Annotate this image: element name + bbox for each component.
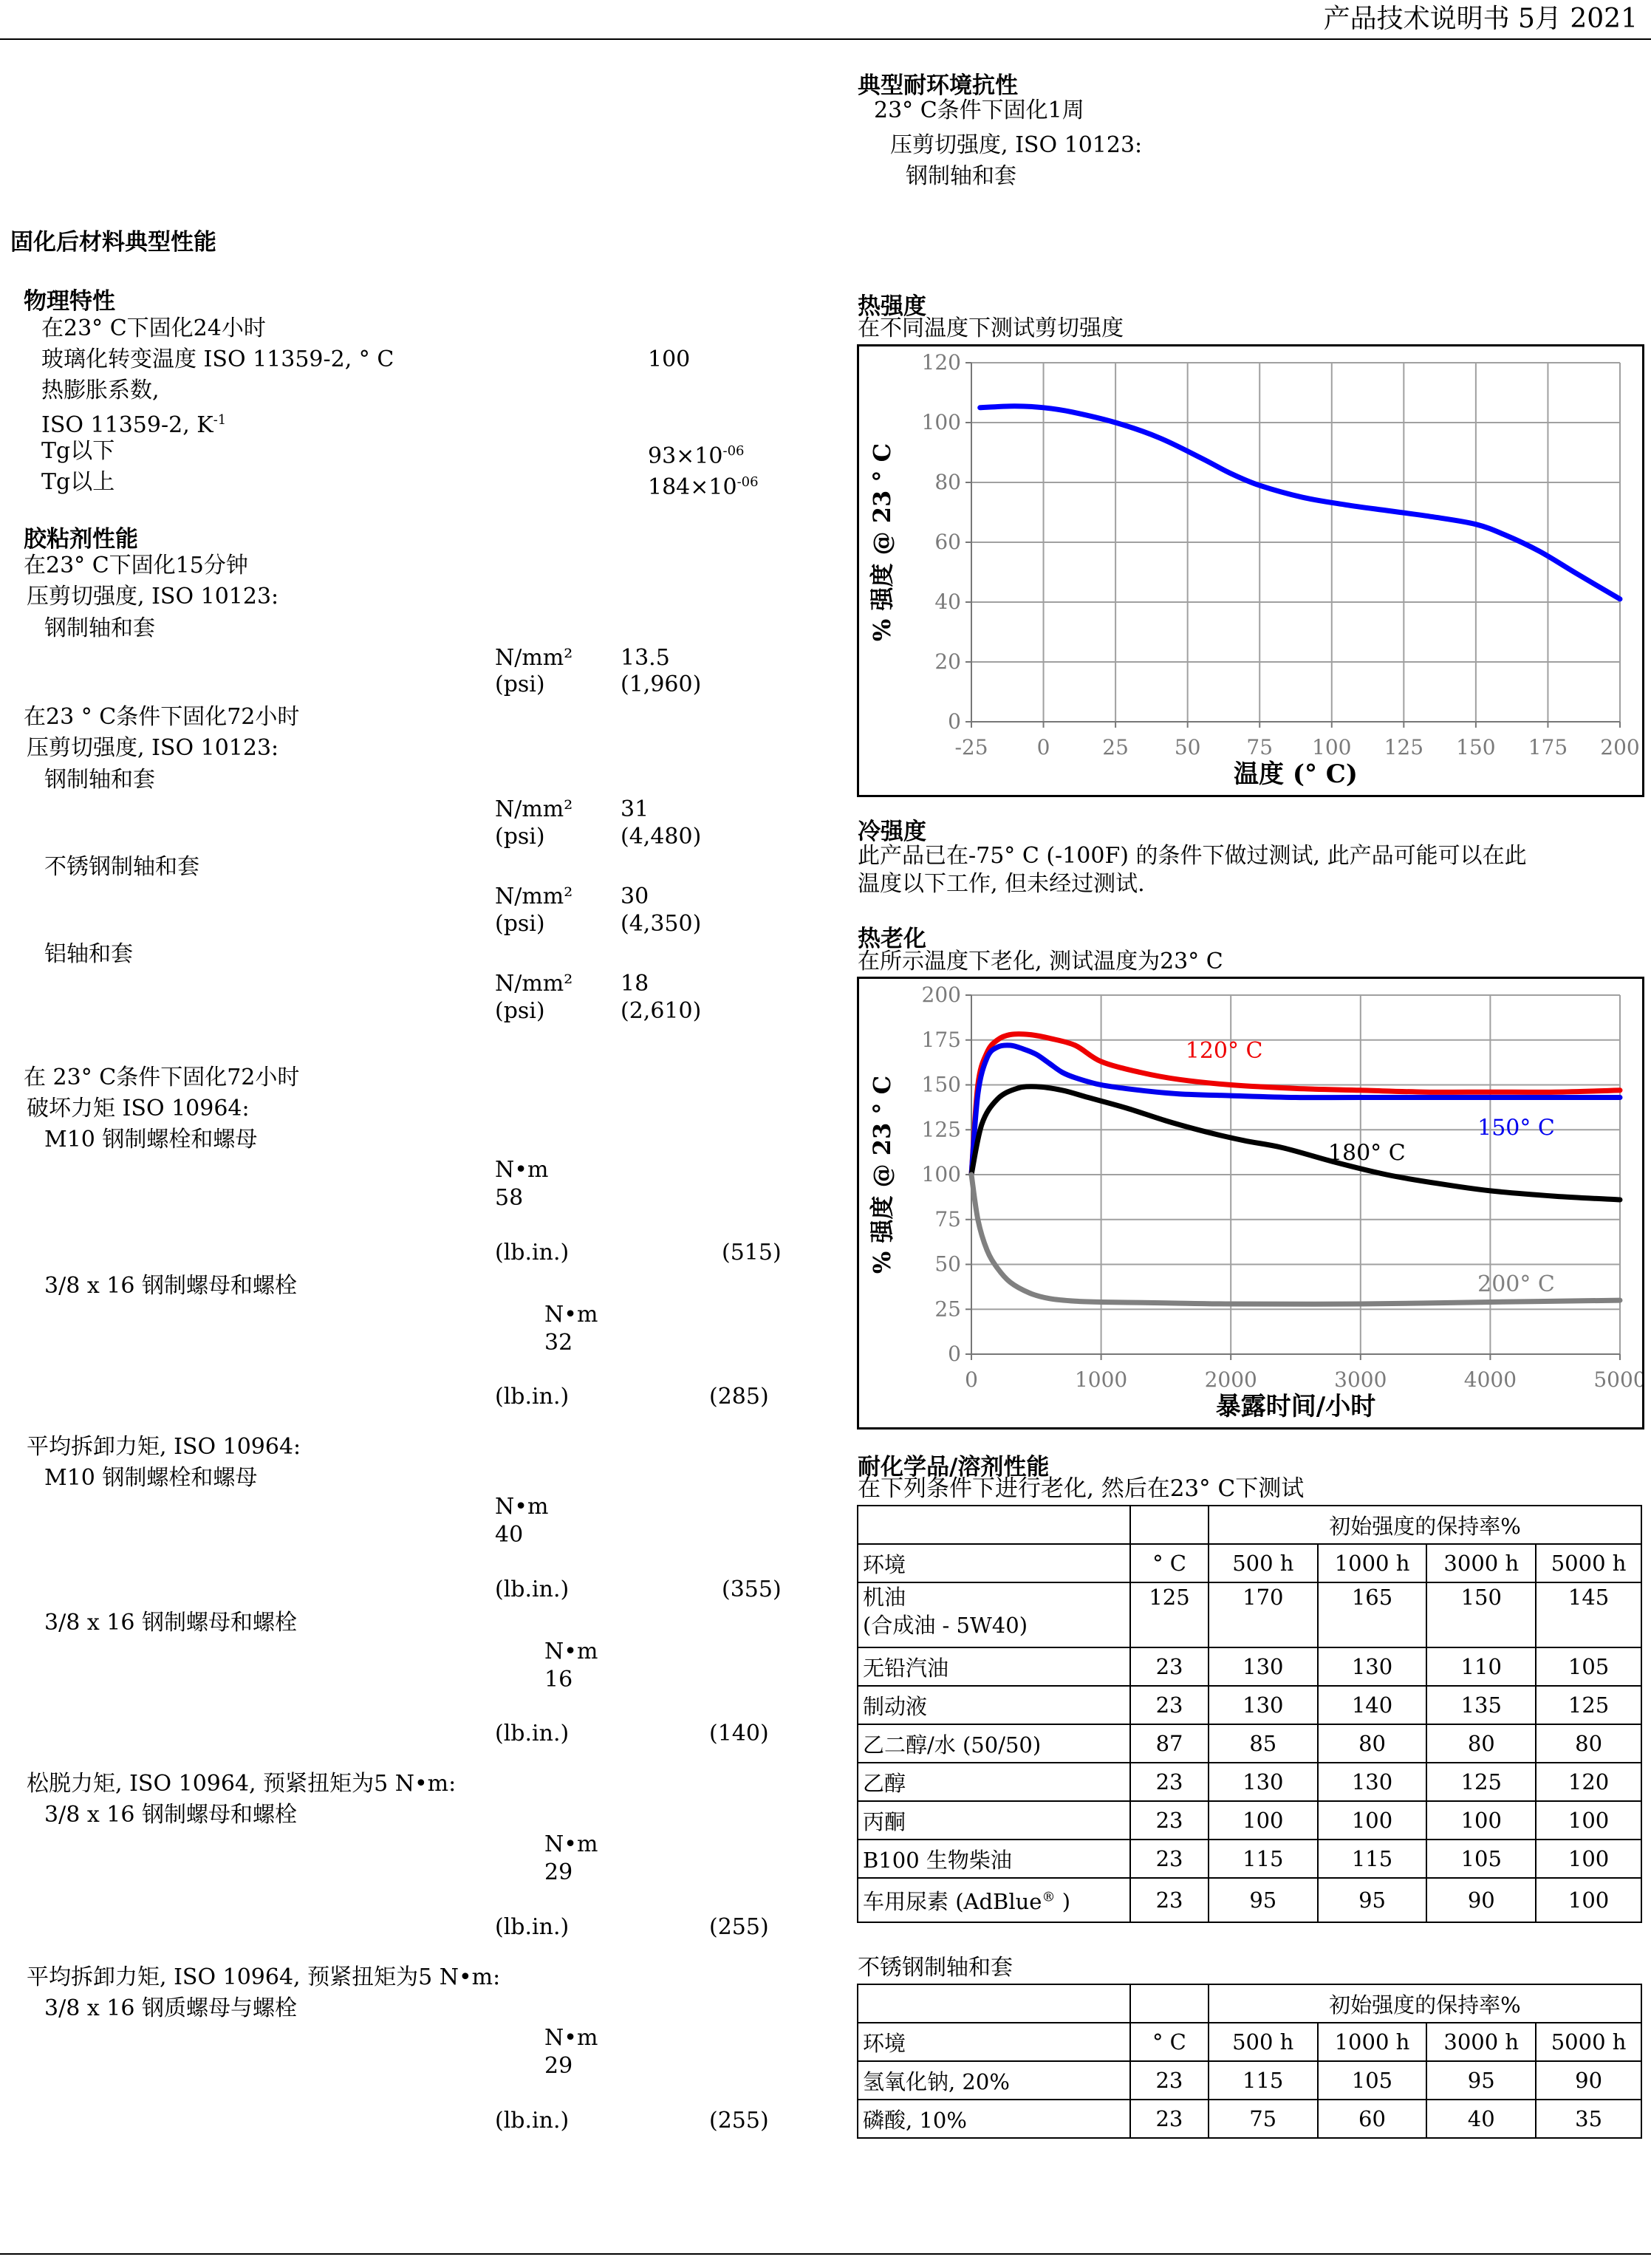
unit-lbin-9: (lb.in.) xyxy=(495,1914,570,1940)
value-cell: 170 xyxy=(1209,1582,1318,1647)
unit-lbin-7: (lb.in.) xyxy=(495,1577,570,1602)
value-nm-10: 29 xyxy=(544,2053,573,2079)
y-tick-label: 80 xyxy=(934,470,961,494)
cte-above-label: Tg以上 xyxy=(41,469,115,495)
cured-properties-heading: 固化后材料典型性能 xyxy=(10,229,216,256)
value-cell: 115 xyxy=(1209,2061,1318,2100)
value-cell: 130 xyxy=(1209,1647,1318,1686)
adhesive-aluminum: 铝轴和套 xyxy=(44,941,133,967)
value-cell: 60 xyxy=(1318,2100,1427,2138)
adhesive-shear-1: 压剪切强度, ISO 10123: xyxy=(27,584,279,609)
y-axis-title: % 强度 @ 23 ° C xyxy=(868,1075,896,1274)
adhesive-cure-15: 在23° C下固化15分钟 xyxy=(24,553,248,578)
temp-cell: 23 xyxy=(1130,1686,1209,1724)
value-psi-3: (4,350) xyxy=(621,911,702,937)
value-cell: 140 xyxy=(1318,1686,1427,1724)
env-resistance-cure: 23° C条件下固化1周 xyxy=(874,98,1084,123)
value-psi-2: (4,480) xyxy=(621,824,702,850)
unit-nm-5: N•m xyxy=(495,1157,549,1183)
value-lbin-8: (140) xyxy=(709,1721,769,1746)
value-lbin-5: (515) xyxy=(722,1240,782,1265)
cold-strength-heading: 冷强度 xyxy=(858,819,926,845)
value-lbin-9: (255) xyxy=(709,1914,769,1940)
value-nmm-2: 31 xyxy=(621,796,649,822)
x-axis-title: 暴露时间/小时 xyxy=(1215,1392,1376,1421)
x-tick-label: 3000 xyxy=(1334,1367,1387,1392)
chemical-heading: 耐化学品/溶剂性能 xyxy=(858,1454,1050,1480)
series-line xyxy=(971,1087,1620,1200)
table-row xyxy=(858,1801,1641,1840)
chemical-table-blank xyxy=(858,1506,1130,1544)
value-cell: 95 xyxy=(1318,1878,1427,1922)
header-5000h: 5000 h xyxy=(1536,2023,1641,2061)
unit-nmm-4: N/mm² xyxy=(495,971,573,997)
series-line xyxy=(980,406,1620,599)
y-tick-label: 50 xyxy=(934,1251,961,1277)
value-nm-9: 29 xyxy=(544,1859,573,1885)
value-cell: 110 xyxy=(1426,1647,1536,1686)
tg-label: 玻璃化转变温度 ISO 11359-2, ° C xyxy=(41,346,394,372)
env-cell: 制动液 xyxy=(858,1686,1130,1724)
value-cell: 125 xyxy=(1426,1763,1536,1801)
temp-cell: 87 xyxy=(1130,1724,1209,1763)
env-cell: 车用尿素 (AdBlue® ) xyxy=(858,1878,1130,1922)
value-lbin-10: (255) xyxy=(709,2108,769,2134)
x-tick-label: 0 xyxy=(1036,735,1050,759)
y-tick-label: 25 xyxy=(934,1297,961,1322)
env-resistance-steel: 钢制轴和套 xyxy=(906,163,1016,189)
series-line xyxy=(971,1045,1620,1175)
bolt38-label-4: 3/8 x 16 钢质螺母与螺栓 xyxy=(44,1995,297,2021)
chemical-table-blank xyxy=(1130,1506,1209,1544)
x-tick-label: -25 xyxy=(954,735,988,759)
value-cell: 80 xyxy=(1536,1724,1641,1763)
header-5000h: 5000 h xyxy=(1536,1544,1641,1582)
unit-nm-7: N•m xyxy=(495,1494,549,1520)
cold-strength-line2: 温度以下工作, 但未经过测试. xyxy=(858,871,1145,897)
header-rule xyxy=(0,38,1651,40)
y-tick-label: 0 xyxy=(948,1342,961,1366)
x-axis-title: 温度 (° C) xyxy=(1234,759,1358,789)
x-tick-label: 150 xyxy=(1456,735,1496,759)
temp-cell: 23 xyxy=(1130,1647,1209,1686)
heat-aging-subtitle: 在所示温度下老化, 测试温度为23° C xyxy=(858,949,1223,974)
cte-below-value: $93\times 10^{-06}$ xyxy=(648,443,745,469)
header-temp: ° C xyxy=(1130,2023,1209,2061)
env-resistance-heading: 典型耐环境抗性 xyxy=(858,72,1018,99)
table-row xyxy=(858,1647,1641,1686)
env-cell: 丙酮 xyxy=(858,1801,1130,1840)
x-tick-label: 75 xyxy=(1246,735,1274,759)
value-cell: 80 xyxy=(1426,1724,1536,1763)
bolt38-label-1: 3/8 x 16 钢制螺母和螺栓 xyxy=(44,1273,297,1299)
adhesive-steel-2: 钢制轴和套 xyxy=(44,767,155,793)
physical-heading: 物理特性 xyxy=(24,288,115,315)
table-row xyxy=(858,1582,1641,1647)
temp-cell: 23 xyxy=(1130,1801,1209,1840)
value-cell: 135 xyxy=(1426,1686,1536,1724)
value-cell: 145 xyxy=(1536,1582,1641,1647)
temp-cell: 23 xyxy=(1130,1878,1209,1922)
value-nmm-3: 30 xyxy=(621,884,649,909)
header-3000h: 3000 h xyxy=(1426,2023,1536,2061)
y-tick-label: 120 xyxy=(921,350,961,375)
value-cell: 115 xyxy=(1318,1840,1427,1878)
heat-aging-heading: 热老化 xyxy=(858,926,926,952)
value-cell: 120 xyxy=(1536,1763,1641,1801)
value-nmm-4: 18 xyxy=(621,971,649,997)
x-tick-label: 50 xyxy=(1174,735,1201,759)
hot-strength-heading: 热强度 xyxy=(858,293,926,320)
unit-lbin-10: (lb.in.) xyxy=(495,2108,570,2134)
x-tick-label: 4000 xyxy=(1463,1367,1517,1392)
unit-lbin-8: (lb.in.) xyxy=(495,1721,570,1746)
value-nm-6: 32 xyxy=(544,1330,573,1356)
stainless-table-blank xyxy=(1130,1984,1209,2023)
value-cell: 125 xyxy=(1536,1686,1641,1724)
value-cell: 90 xyxy=(1536,2061,1641,2100)
prevailing-label: 平均拆卸力矩, ISO 10964: xyxy=(27,1434,301,1460)
unit-nmm-2: N/mm² xyxy=(495,796,573,822)
value-cell: 105 xyxy=(1536,1647,1641,1686)
breakaway-label: 破坏力矩 ISO 10964: xyxy=(27,1096,250,1121)
bolt38-label-3: 3/8 x 16 钢制螺母和螺栓 xyxy=(44,1802,297,1828)
temp-cell: 23 xyxy=(1130,2061,1209,2100)
value-nm-5: 58 xyxy=(495,1185,524,1211)
env-cell: 乙醇 xyxy=(858,1763,1130,1801)
value-cell: 115 xyxy=(1209,1840,1318,1878)
hot-strength-chart-frame xyxy=(857,344,1644,797)
value-cell: 105 xyxy=(1426,1840,1536,1878)
unit-nm-10: N•m xyxy=(544,2025,598,2051)
hot-strength-chart xyxy=(859,346,1642,795)
cte-above-value: $184\times 10^{-06}$ xyxy=(648,474,759,500)
cte-standard: ISO 11359-2, $K^{-1}$ xyxy=(41,412,227,438)
temp-cell: 23 xyxy=(1130,1840,1209,1878)
value-cell: 100 xyxy=(1209,1801,1318,1840)
header-500h: 500 h xyxy=(1209,1544,1318,1582)
value-cell: 130 xyxy=(1209,1686,1318,1724)
value-cell: 130 xyxy=(1318,1647,1427,1686)
y-tick-label: 150 xyxy=(921,1072,961,1097)
series-label: 150° C xyxy=(1477,1115,1555,1141)
value-cell: 100 xyxy=(1536,1878,1641,1922)
prevailing-label-2: 平均拆卸力矩, ISO 10964, 预紧扭矩为5 N•m: xyxy=(27,1964,501,1990)
header-500h: 500 h xyxy=(1209,2023,1318,2061)
y-tick-label: 200 xyxy=(921,983,961,1007)
value-psi-1: (1,960) xyxy=(621,672,702,697)
adhesive-steel-1: 钢制轴和套 xyxy=(44,615,155,641)
x-tick-label: 2000 xyxy=(1204,1367,1257,1392)
value-cell: 100 xyxy=(1536,1840,1641,1878)
y-tick-label: 0 xyxy=(948,709,961,734)
unit-lbin-6: (lb.in.) xyxy=(495,1384,570,1410)
x-tick-label: 0 xyxy=(965,1367,978,1392)
y-axis-title: % 强度 @ 23 ° C xyxy=(868,443,896,642)
physical-cure: 在23° C下固化24小时 xyxy=(41,315,266,341)
unit-psi-2: (psi) xyxy=(495,824,545,850)
value-psi-4: (2,610) xyxy=(621,998,702,1024)
value-nm-8: 16 xyxy=(544,1667,573,1693)
table-row xyxy=(858,1878,1641,1922)
value-cell: 40 xyxy=(1426,2100,1536,2138)
bolt38-label-2: 3/8 x 16 钢制螺母和螺栓 xyxy=(44,1610,297,1636)
header-temp: ° C xyxy=(1130,1544,1209,1582)
value-nm-7: 40 xyxy=(495,1522,524,1548)
y-tick-label: 175 xyxy=(921,1027,961,1052)
x-tick-label: 200 xyxy=(1600,735,1640,759)
env-cell: B100 生物柴油 xyxy=(858,1840,1130,1878)
adhesive-heading: 胶粘剂性能 xyxy=(24,526,138,553)
value-cell: 130 xyxy=(1318,1763,1427,1801)
value-cell: 100 xyxy=(1426,1801,1536,1840)
heat-aging-chart-frame xyxy=(857,977,1644,1430)
tg-value: 100 xyxy=(648,346,691,372)
env-cell: 磷酸, 10% xyxy=(858,2100,1130,2138)
value-cell: 165 xyxy=(1318,1582,1427,1647)
value-cell: 95 xyxy=(1426,2061,1536,2100)
x-tick-label: 5000 xyxy=(1593,1367,1642,1392)
table-row xyxy=(858,2100,1641,2138)
y-tick-label: 125 xyxy=(921,1117,961,1142)
env-resistance-shear: 压剪切强度, ISO 10123: xyxy=(890,132,1143,158)
loosening-label: 松脱力矩, ISO 10964, 预紧扭矩为5 N•m: xyxy=(27,1771,457,1797)
y-tick-label: 20 xyxy=(934,649,961,674)
env-cell: 无铅汽油 xyxy=(858,1647,1130,1686)
unit-lbin-5: (lb.in.) xyxy=(495,1240,570,1265)
temp-cell: 125 xyxy=(1130,1582,1209,1647)
adhesive-stainless: 不锈钢制轴和套 xyxy=(44,854,199,880)
adhesive-shear-2: 压剪切强度, ISO 10123: xyxy=(27,735,279,761)
value-cell: 100 xyxy=(1318,1801,1427,1840)
x-tick-label: 1000 xyxy=(1074,1367,1128,1392)
x-tick-label: 125 xyxy=(1384,735,1424,759)
heat-aging-chart xyxy=(859,979,1642,1427)
value-cell: 75 xyxy=(1209,2100,1318,2138)
value-nmm-1: 13.5 xyxy=(621,645,670,671)
table-row xyxy=(858,2061,1641,2100)
value-cell: 100 xyxy=(1536,1801,1641,1840)
stainless-table-blank xyxy=(858,1984,1130,2023)
chemical-header-row xyxy=(858,1544,1641,1582)
header-title: 产品技术说明书 5月 2021 xyxy=(1323,4,1638,34)
x-tick-label: 100 xyxy=(1312,735,1352,759)
value-cell: 105 xyxy=(1318,2061,1427,2100)
stainless-header-row xyxy=(858,2023,1641,2061)
header-1000h: 1000 h xyxy=(1318,2023,1427,2061)
unit-nmm-3: N/mm² xyxy=(495,884,573,909)
temp-cell: 23 xyxy=(1130,1763,1209,1801)
table-row xyxy=(858,1724,1641,1763)
stainless-table-heading: 不锈钢制轴和套 xyxy=(858,1955,1013,1981)
cte-below-label: Tg以下 xyxy=(41,438,115,464)
value-lbin-6: (285) xyxy=(709,1384,769,1410)
chemical-subtitle: 在下列条件下进行老化, 然后在23° C下测试 xyxy=(858,1475,1305,1502)
env-cell: 乙二醇/水 (50/50) xyxy=(858,1724,1130,1763)
unit-nm-8: N•m xyxy=(544,1639,598,1664)
header-3000h: 3000 h xyxy=(1426,1544,1536,1582)
y-tick-label: 75 xyxy=(934,1206,961,1232)
cold-strength-line1: 此产品已在-75° C (-100F) 的条件下做过测试, 此产品可能可以在此 xyxy=(858,843,1527,869)
value-cell: 130 xyxy=(1209,1763,1318,1801)
hot-strength-subtitle: 在不同温度下测试剪切强度 xyxy=(858,315,1124,341)
adhesive-cure-72: 在23 ° C条件下固化72小时 xyxy=(24,704,300,730)
chemical-table xyxy=(857,1505,1642,1923)
header-env: 环境 xyxy=(858,1544,1130,1582)
value-lbin-7: (355) xyxy=(722,1577,782,1602)
table-row xyxy=(858,1686,1641,1724)
stainless-group-header: 初始强度的保持率% xyxy=(1209,1984,1641,2023)
chemical-group-header: 初始强度的保持率% xyxy=(1209,1506,1641,1544)
series-label: 180° C xyxy=(1327,1140,1406,1167)
header-env: 环境 xyxy=(858,2023,1130,2061)
unit-nmm-1: N/mm² xyxy=(495,645,573,671)
x-tick-label: 25 xyxy=(1102,735,1129,759)
unit-psi-4: (psi) xyxy=(495,998,545,1024)
y-tick-label: 60 xyxy=(934,530,961,554)
series-label: 200° C xyxy=(1477,1271,1555,1297)
table-row xyxy=(858,1840,1641,1878)
series-label: 120° C xyxy=(1185,1038,1263,1065)
y-tick-label: 40 xyxy=(934,590,961,614)
temp-cell: 23 xyxy=(1130,2100,1209,2138)
unit-nm-6: N•m xyxy=(544,1302,598,1328)
x-tick-label: 175 xyxy=(1528,735,1568,759)
y-tick-label: 100 xyxy=(921,410,961,434)
unit-nm-9: N•m xyxy=(544,1831,598,1857)
torque-cure-72: 在 23° C条件下固化72小时 xyxy=(24,1065,300,1090)
cte-label: 热膨胀系数, xyxy=(41,378,160,403)
y-tick-label: 100 xyxy=(921,1162,961,1186)
m10-label-2: M10 钢制螺栓和螺母 xyxy=(44,1465,258,1491)
m10-label-1: M10 钢制螺栓和螺母 xyxy=(44,1127,258,1152)
value-cell: 95 xyxy=(1209,1878,1318,1922)
unit-psi-1: (psi) xyxy=(495,672,545,697)
footer-rule xyxy=(0,2253,1651,2255)
value-cell: 90 xyxy=(1426,1878,1536,1922)
table-row xyxy=(858,1763,1641,1801)
value-cell: 85 xyxy=(1209,1724,1318,1763)
unit-psi-3: (psi) xyxy=(495,911,545,937)
env-cell: 氢氧化钠, 20% xyxy=(858,2061,1130,2100)
value-cell: 35 xyxy=(1536,2100,1641,2138)
env-cell: 机油 (合成油 - 5W40) xyxy=(858,1582,1130,1647)
value-cell: 150 xyxy=(1426,1582,1536,1647)
stainless-table xyxy=(857,1984,1642,2139)
value-cell: 80 xyxy=(1318,1724,1427,1763)
header-1000h: 1000 h xyxy=(1318,1544,1427,1582)
